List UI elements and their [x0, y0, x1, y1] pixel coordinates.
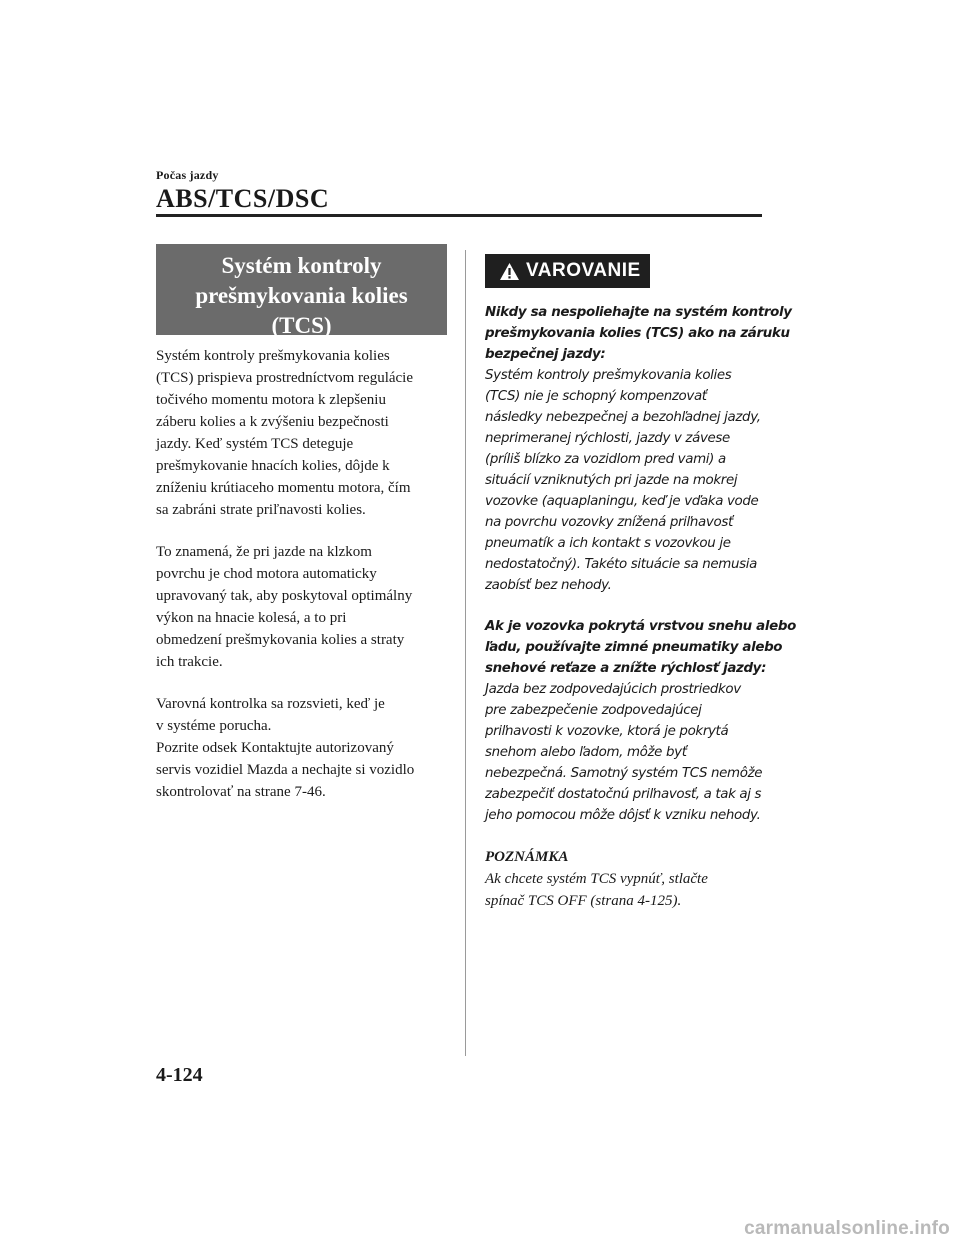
warning-bold-line: snehové reťaze a znížte rýchlosť jazdy:: [485, 661, 767, 676]
warning-text-line: Systém kontroly prešmykovania kolies: [485, 368, 732, 383]
body-text-column: [156, 345, 452, 823]
text-line: v systéme porucha.: [156, 718, 272, 734]
text-line: zníženiu krútiaceho momentu motora, čím: [156, 480, 411, 496]
header-rule: [156, 214, 762, 217]
text-line: skontrolovať na strane 7-46.: [156, 784, 326, 800]
warning-text-line: Jazda bez zodpovedajúcich prostriedkov: [485, 682, 741, 697]
text-line: Pozrite odsek Kontaktujte autorizovaný: [156, 740, 394, 756]
watermark-link[interactable]: carmanualsonline.info: [744, 1218, 950, 1239]
text-line: záberu kolies a k zvýšeniu bezpečnosti: [156, 414, 389, 430]
section-title-line: prešmykovania kolies: [195, 283, 408, 308]
column-divider: [465, 250, 466, 1056]
warning-text-line: vozovke (aquaplaningu, keď je vďaka vode: [485, 494, 759, 509]
warning-bold-line: ľadu, používajte zimné pneumatiky alebo: [485, 640, 783, 655]
section-title-box: [156, 244, 447, 338]
warning-text-line: zaobísť bez nehody.: [485, 578, 612, 593]
page-number: 4-124: [156, 1064, 203, 1086]
warning-text-line: neprimeranej rýchlosti, jazdy v závese: [485, 431, 730, 446]
text-line: výkon na hnacie kolesá, a to pri: [156, 610, 347, 626]
warning-badge: [485, 254, 650, 288]
warning-bold-line: prešmykovania kolies (TCS) ako na záruku: [485, 326, 790, 341]
body-paragraph: [156, 345, 452, 521]
text-line: ich trakcie.: [156, 654, 223, 670]
body-paragraph: [156, 693, 452, 803]
warning-text-line: pneumatík a ich kontakt s vozovkou je: [485, 536, 731, 551]
section-label: Počas jazdy: [156, 168, 219, 182]
warning-text-line: situácií vzniknutých pri jazde na mokrej: [485, 473, 738, 488]
text-line: sa zabráni strate priľnavosti kolies.: [156, 502, 366, 518]
text-line: servis vozidiel Mazda a nechajte si vozidlo: [156, 762, 415, 778]
warning-bold-line: Nikdy sa nespoliehajte na systém kontroly: [485, 305, 792, 320]
warning-body: [485, 302, 796, 826]
warning-text-line: priľnavosti k vozovke, ktorá je pokrytá: [485, 724, 729, 739]
warning-text-line: snehom alebo ľadom, môže byť: [485, 745, 687, 760]
warning-column: [485, 254, 796, 912]
text-line: točivého momentu motora k zlepšeniu: [156, 392, 386, 408]
text-line: obmedzení prešmykovania kolies a straty: [156, 632, 405, 648]
text-line: Systém kontroly prešmykovania kolies: [156, 348, 390, 364]
warning-text-line: nebezpečná. Samotný systém TCS nemôže: [485, 766, 763, 781]
note-block: [485, 846, 770, 912]
text-line: upravovaný tak, aby poskytoval optimálny: [156, 588, 413, 604]
warning-bold-line: bezpečnej jazdy:: [485, 347, 606, 362]
warning-label: VAROVANIE: [526, 260, 641, 281]
warning-text-line: následky nebezpečnej a bezohľadnej jazdy,: [485, 410, 761, 425]
body-paragraph: [156, 541, 452, 673]
warning-text-line: pre zabezpečenie zodpovedajúcej: [485, 703, 702, 718]
warning-text-line: (TCS) nie je schopný kompenzovať: [485, 389, 707, 404]
warning-text-line: zabezpečiť dostatočnú priľnavosť, a tak aj s: [485, 787, 762, 802]
warning-text-line: nedostatočný). Takéto situácie sa nemusia: [485, 557, 757, 572]
warning-bold-line: Ak je vozovka pokrytá vrstvou snehu alebo: [485, 619, 796, 634]
warning-triangle-icon: [499, 262, 520, 281]
section-title-line: Systém kontroly: [221, 253, 382, 278]
note-line: spínač TCS OFF (strana 4-125).: [485, 893, 682, 909]
note-line: Ak chcete systém TCS vypnúť, stlačte: [485, 871, 708, 887]
warning-text-line: (príliš blízko za vozidlom pred vami) a: [485, 452, 726, 467]
warning-text-line: jeho pomocou môže dôjsť k vzniku nehody.: [485, 808, 761, 823]
text-line: jazdy. Keď systém TCS deteguje: [156, 436, 354, 452]
chapter-title: ABS/TCS/DSC: [156, 184, 330, 213]
note-header: POZNÁMKA: [485, 849, 569, 865]
warning-text-line: na povrchu vozovky znížená priľnavosť: [485, 515, 733, 530]
text-line: To znamená, že pri jazde na klzkom: [156, 544, 372, 560]
text-line: povrchu je chod motora automaticky: [156, 566, 377, 582]
spacer: [485, 596, 770, 616]
text-line: Varovná kontrolka sa rozsvieti, keď je: [156, 696, 385, 712]
text-line: (TCS) prispieva prostredníctvom regulácie: [156, 370, 414, 386]
text-line: prešmykovanie hnacích kolies, dôjde k: [156, 458, 390, 474]
section-title-line: (TCS): [271, 313, 332, 338]
